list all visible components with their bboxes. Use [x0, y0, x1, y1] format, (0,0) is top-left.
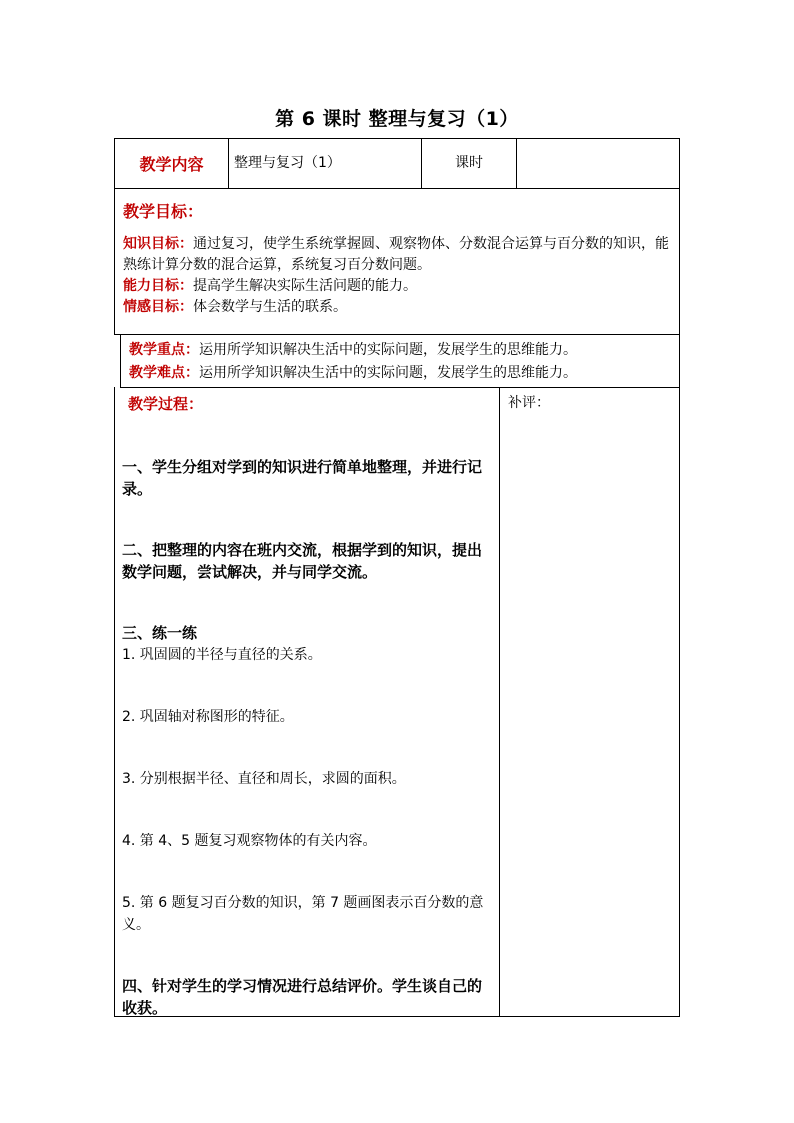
hours-value-cell: [516, 138, 680, 189]
objectives-heading: 教学目标：: [123, 202, 204, 221]
ability-objective: [123, 276, 673, 297]
page-title: 第 6 课时 整理与复习（1）: [275, 108, 519, 130]
difficulty-row: [129, 362, 679, 385]
emotion-text: 体会数学与生活的联系。: [193, 299, 347, 315]
process-heading: 教学过程：: [128, 395, 204, 413]
content-value-cell: [228, 138, 422, 189]
process-step-2: 二、把整理的内容在班内交流，根据学到的知识，提出数学问题，尝试解决，并与同学交流。: [122, 541, 483, 581]
focus-label: 教学重点：: [129, 342, 199, 358]
difficulty-label: 教学难点：: [129, 365, 199, 381]
practice-item-1: 1. 巩固圆的半径与直径的关系。: [122, 647, 322, 663]
practice-item-3: 3. 分别根据半径、直径和周长，求圆的面积。: [122, 771, 406, 787]
knowledge-text: 通过复习，使学生系统掌握圆、观察物体、分数混合运算与百分数的知识，能熟练计算分数的混合运算，系统复习百分数问题。: [123, 236, 669, 273]
process-step-4: 四、针对学生的学习情况进行总结评价。学生谈自己的收获。: [122, 977, 483, 1017]
emotion-label: 情感目标：: [123, 299, 193, 315]
practice-item-4: 4. 第 4、5 题复习观察物体的有关内容。: [122, 833, 377, 849]
knowledge-objective: [123, 234, 673, 276]
focus-row: [129, 339, 679, 362]
ability-label: 能力目标：: [123, 278, 193, 294]
content-label-cell: [114, 138, 229, 189]
process-step-3: 三、练一练: [122, 624, 198, 642]
process-step-1: 一、学生分组对学到的知识进行简单地整理，并进行记录。: [122, 458, 483, 498]
difficulty-text: 运用所学知识解决生活中的实际问题，发展学生的思维能力。: [199, 365, 577, 381]
objectives-cell: [114, 188, 680, 335]
knowledge-label: 知识目标：: [123, 236, 193, 252]
hours-label: 课时: [455, 155, 483, 171]
focus-text: 运用所学知识解决生活中的实际问题，发展学生的思维能力。: [199, 342, 577, 358]
content-label: 教学内容: [139, 155, 204, 174]
key-points-cell: [120, 334, 680, 388]
ability-text: 提高学生解决实际生活问题的能力。: [193, 278, 417, 294]
emotion-objective: [123, 297, 673, 318]
hours-label-cell: [421, 138, 517, 189]
practice-item-5: 5. 第 6 题复习百分数的知识，第 7 题画图表示百分数的意义。: [122, 895, 484, 933]
note-cell: [499, 387, 680, 1017]
content-value: 整理与复习（1）: [234, 155, 341, 171]
practice-item-2: 2. 巩固轴对称图形的特征。: [122, 709, 294, 725]
note-label: 补评：: [508, 395, 550, 411]
